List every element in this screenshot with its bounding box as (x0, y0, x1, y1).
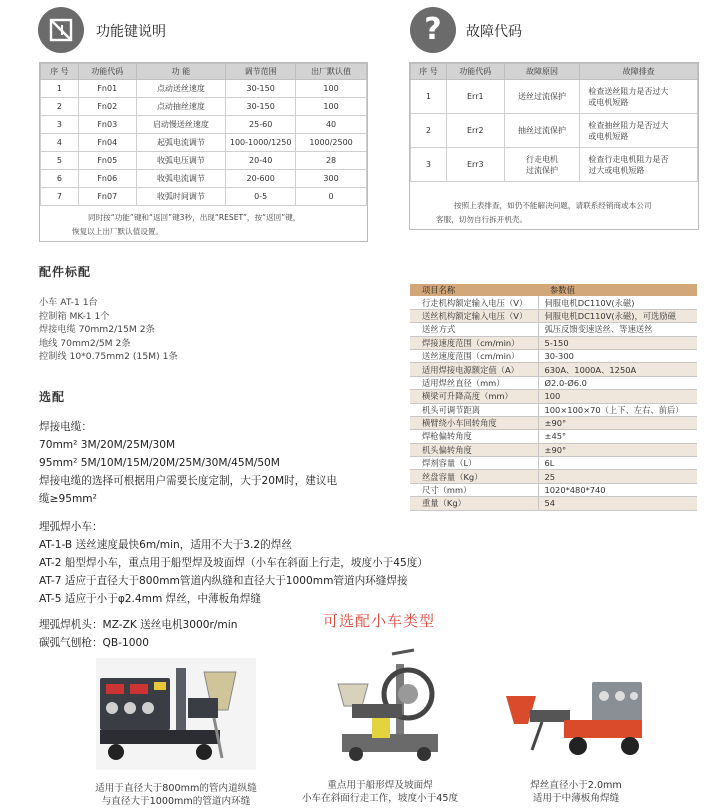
function-keys-title: 功能键说明 (96, 24, 166, 40)
welding-head-line: 埋弧焊机头：MZ-ZK 送丝电机3000r/min (39, 619, 238, 631)
param-value-cell: ±45° (538, 430, 697, 443)
gallery-title: 可选配小车类型 (323, 612, 436, 630)
fk-cell: 300 (296, 170, 367, 188)
fk-cell: 20-600 (226, 170, 296, 188)
gallery-caption-3 (504, 779, 648, 805)
fault-codes-panel (409, 62, 699, 230)
fk-cell: 7 (41, 188, 79, 206)
fk-cell: 收弧时间调节 (136, 188, 226, 206)
cable-line: 95mm² 5M/10M/15M/20M/25M/30M/45M/50M (39, 457, 280, 469)
table-row (410, 336, 697, 349)
param-value-cell: 6L (538, 457, 697, 470)
fc-fix-line: 或电机短路 (588, 131, 629, 141)
accessory-item: 控制线 10*0.75mm2 (15M) 1条 (39, 351, 178, 362)
table-row (410, 296, 697, 309)
fc-cause-cell (504, 114, 580, 148)
fk-header-cell: 功能代码 (78, 64, 136, 80)
table-row (41, 188, 367, 206)
fk-cell: 20-40 (226, 152, 296, 170)
function-keys-table (40, 63, 367, 206)
param-name-cell: 焊枪偏转角度 (410, 430, 538, 443)
cable-line: 缆≥95mm² (39, 493, 97, 505)
table-row (41, 152, 367, 170)
table-row (41, 98, 367, 116)
caption-3-line-1: 焊丝直径小于2.0mm (530, 780, 622, 791)
param-value-cell: 54 (538, 497, 697, 510)
fc-fix-cell (580, 148, 698, 182)
table-row (410, 323, 697, 336)
table-row (410, 443, 697, 456)
fk-cell: 点动抽丝速度 (136, 98, 226, 116)
fk-cell: 25-60 (226, 116, 296, 134)
param-name-cell: 送丝方式 (410, 323, 538, 336)
fault-codes-note-2: 客服，切勿自行拆开机壳。 (436, 215, 528, 224)
fk-cell: 30-150 (226, 98, 296, 116)
param-name-cell: 适用焊丝直径（mm） (410, 376, 538, 389)
fc-cause-line: 抽丝过流保护 (518, 126, 567, 135)
table-row (410, 390, 697, 403)
fk-cell: 起弧电流调节 (136, 134, 226, 152)
tractor-photo-1 (96, 658, 256, 770)
caption-2-line-2: 小车在斜面行走工作，坡度小于45度 (301, 793, 459, 804)
param-value-cell: ±90° (538, 416, 697, 429)
table-row (411, 148, 698, 182)
caption-1-line-1: 适用于直径大于800mm的管内道纵缝 (95, 783, 257, 794)
fc-fix-line: 或电机短路 (588, 97, 629, 107)
param-value-cell: 100×100×70（上下、左右、前后） (538, 403, 697, 416)
function-keys-panel (39, 62, 368, 242)
fc-fix-line: 检查行走电机阻力是否 (588, 154, 669, 164)
fc-cause-cell (504, 80, 580, 114)
caption-1-line-2: 与直径大于1000mm的管道内环缝 (101, 796, 251, 807)
accessory-item: 小车 AT-1 1台 (39, 297, 98, 308)
fk-header-cell: 序 号 (41, 64, 79, 80)
fk-cell: 0-5 (226, 188, 296, 206)
fk-cell: 100 (296, 98, 367, 116)
param-value-cell: Ø2.0-Ø6.0 (538, 376, 697, 389)
tractor-title: 埋弧焊小车： (39, 521, 103, 533)
fc-fix-line: 检查送丝阻力是否过大 (588, 86, 669, 96)
fc-no-cell: 2 (411, 114, 447, 148)
table-row (410, 470, 697, 483)
param-header-row (410, 284, 697, 296)
fk-cell: 30-150 (226, 80, 296, 98)
gallery-caption-2 (288, 779, 472, 805)
fc-fix-line: 过大或电机短路 (588, 165, 645, 175)
param-value-cell: ±90° (538, 443, 697, 456)
fk-cell: Fn06 (78, 170, 136, 188)
cable-title: 焊接电缆： (39, 421, 92, 433)
param-value-cell: 伺服电机DC110V(永磁)，可选励磁 (538, 309, 697, 322)
param-value-cell: 30-300 (538, 349, 697, 362)
param-name-cell: 送丝速度范围（cm/min） (410, 349, 538, 362)
param-name-cell: 横臂绕小车回转角度 (410, 416, 538, 429)
param-name-cell: 丝盘容量（Kg） (410, 470, 538, 483)
fk-cell: 1 (41, 80, 79, 98)
fk-header-cell: 功 能 (136, 64, 226, 80)
fk-cell: 2 (41, 98, 79, 116)
param-value-cell: 630A、1000A、1250A (538, 363, 697, 376)
fk-cell: 收弧电压调节 (136, 152, 226, 170)
caption-2-line-1: 重点用于船形焊及坡面焊 (327, 780, 433, 791)
gouging-gun-line: 碳弧气刨枪：QB-1000 (39, 637, 149, 649)
fc-cause-line: 行走电机 (526, 154, 559, 164)
table-row (41, 170, 367, 188)
param-name-cell: 适用焊接电源额定值（A） (410, 363, 538, 376)
fc-no-cell: 3 (411, 148, 447, 182)
fk-cell: Fn03 (78, 116, 136, 134)
param-name-cell: 焊剂容量（L） (410, 457, 538, 470)
table-row (410, 430, 697, 443)
fk-cell: 3 (41, 116, 79, 134)
options-title: 选配 (39, 390, 66, 404)
fault-codes-note-1: 按照上表排查，如仍不能解决问题，请联系经销商或本公司 (454, 201, 652, 210)
fc-header-cell: 序 号 (411, 64, 447, 80)
param-value-cell: 25 (538, 470, 697, 483)
fk-cell: 40 (296, 116, 367, 134)
fault-codes-title: 故障代码 (466, 24, 522, 40)
param-name-cell: 送丝机构额定输入电压（V） (410, 309, 538, 322)
param-header-cell: 项目名称 (410, 284, 538, 296)
param-name-cell: 尺寸（mm） (410, 483, 538, 496)
question-icon: ? (410, 7, 456, 53)
fc-cause-line: 送丝过流保护 (518, 92, 567, 101)
table-row (41, 134, 367, 152)
accessory-item: 焊接电缆 70mm2/15M 2条 (39, 324, 155, 335)
fk-cell: 100-1000/1250 (226, 134, 296, 152)
fk-header-cell: 调节范围 (226, 64, 296, 80)
fk-cell: 0 (296, 188, 367, 206)
fk-cell: Fn04 (78, 134, 136, 152)
fc-cause-line: 过流保护 (526, 165, 559, 175)
fk-cell: 28 (296, 152, 367, 170)
fk-header-cell: 出厂默认值 (296, 64, 367, 80)
table-row (410, 309, 697, 322)
table-row (410, 483, 697, 496)
tractor-section (39, 518, 428, 608)
fc-header-cell: 功能代码 (446, 64, 504, 80)
tractor-line: AT-7 适应于直径大于800mm管道内纵缝和直径大于1000mm管道内环缝焊接 (39, 575, 408, 587)
fk-cell: Fn05 (78, 152, 136, 170)
param-value-cell: 弧压反馈变速送丝、等速送丝 (538, 323, 697, 336)
fault-codes-table (410, 63, 698, 182)
param-name-cell: 行走机构额定输入电压（V） (410, 296, 538, 309)
fk-cell: Fn01 (78, 80, 136, 98)
tractor-line: AT-2 船型焊小车，重点用于船型焊及坡面焊（小车在斜面上行走，坡度小于45度） (39, 557, 428, 569)
fc-code-cell: Err3 (446, 148, 504, 182)
tractor-photo-3 (502, 676, 646, 760)
param-name-cell: 机头可调节距离 (410, 403, 538, 416)
fc-no-cell: 1 (411, 80, 447, 114)
head-gouging-section (39, 616, 237, 652)
function-keys-note-2: 恢复以上出厂默认值设置。 (72, 227, 164, 236)
table-row (411, 80, 698, 114)
fc-cause-cell (504, 148, 580, 182)
table-row (411, 114, 698, 148)
table-row (410, 416, 697, 429)
function-key-icon (38, 7, 84, 53)
fk-cell: Fn07 (78, 188, 136, 206)
table-row (410, 457, 697, 470)
caption-3-line-2: 适用于中薄板角焊缝 (532, 793, 620, 804)
param-name-cell: 横梁可升降高度（mm） (410, 390, 538, 403)
param-value-cell: 100 (538, 390, 697, 403)
table-row (410, 349, 697, 362)
parameter-table (410, 284, 697, 511)
param-name-cell: 焊接速度范围（cm/min） (410, 336, 538, 349)
fc-code-cell: Err2 (446, 114, 504, 148)
fc-header-cell: 故障原因 (504, 64, 580, 80)
cable-line: 70mm² 3M/20M/25M/30M (39, 439, 176, 451)
cable-section (39, 418, 337, 508)
accessories-title: 配件标配 (39, 265, 92, 279)
fc-fix-line: 检查抽丝阻力是否过大 (588, 120, 669, 130)
param-header-cell: 参数值 (538, 284, 697, 296)
fk-cell: 5 (41, 152, 79, 170)
fc-fix-cell (580, 114, 698, 148)
fc-code-cell: Err1 (446, 80, 504, 114)
fc-header-cell: 故障排查 (580, 64, 698, 80)
fk-cell: 启动慢送丝速度 (136, 116, 226, 134)
cable-line: 焊接电缆的选择可根据用户需要长度定制，大于20M时，建议电 (39, 475, 338, 487)
param-value-cell: 伺服电机DC110V(永磁) (538, 296, 697, 309)
fk-cell: 6 (41, 170, 79, 188)
param-value-cell: 5-150 (538, 336, 697, 349)
accessory-item: 地线 70mm2/5M 2条 (39, 337, 131, 349)
fk-cell: 100 (296, 80, 367, 98)
table-row (410, 376, 697, 389)
accessories-list (39, 296, 178, 364)
fk-cell: Fn02 (78, 98, 136, 116)
param-name-cell: 机头偏转角度 (410, 443, 538, 456)
table-row (410, 497, 697, 510)
param-value-cell: 1020*480*740 (538, 483, 697, 496)
fk-cell: 收弧电流调节 (136, 170, 226, 188)
fc-fix-cell (580, 80, 698, 114)
table-row (41, 116, 367, 134)
param-name-cell: 重量（Kg） (410, 497, 538, 510)
accessory-item: 控制箱 MK-1 1个 (39, 310, 110, 322)
fk-cell: 4 (41, 134, 79, 152)
table-row (410, 363, 697, 376)
table-row (41, 80, 367, 98)
function-keys-note-1: 同时按“功能”键和“返回”键3秒，出现“RESET”，按“返回”键， (88, 213, 301, 222)
tractor-photo-2 (332, 644, 452, 768)
gallery-caption-1 (66, 782, 286, 808)
tractor-line: AT-1-B 送丝速度最快6m/min，适用不大于3.2的焊丝 (39, 539, 292, 551)
fk-cell: 1000/2500 (296, 134, 367, 152)
fk-cell: 点动送丝速度 (136, 80, 226, 98)
tractor-line: AT-5 适应于小于φ2.4mm 焊丝，中薄板角焊缝 (39, 593, 262, 605)
table-row (410, 403, 697, 416)
